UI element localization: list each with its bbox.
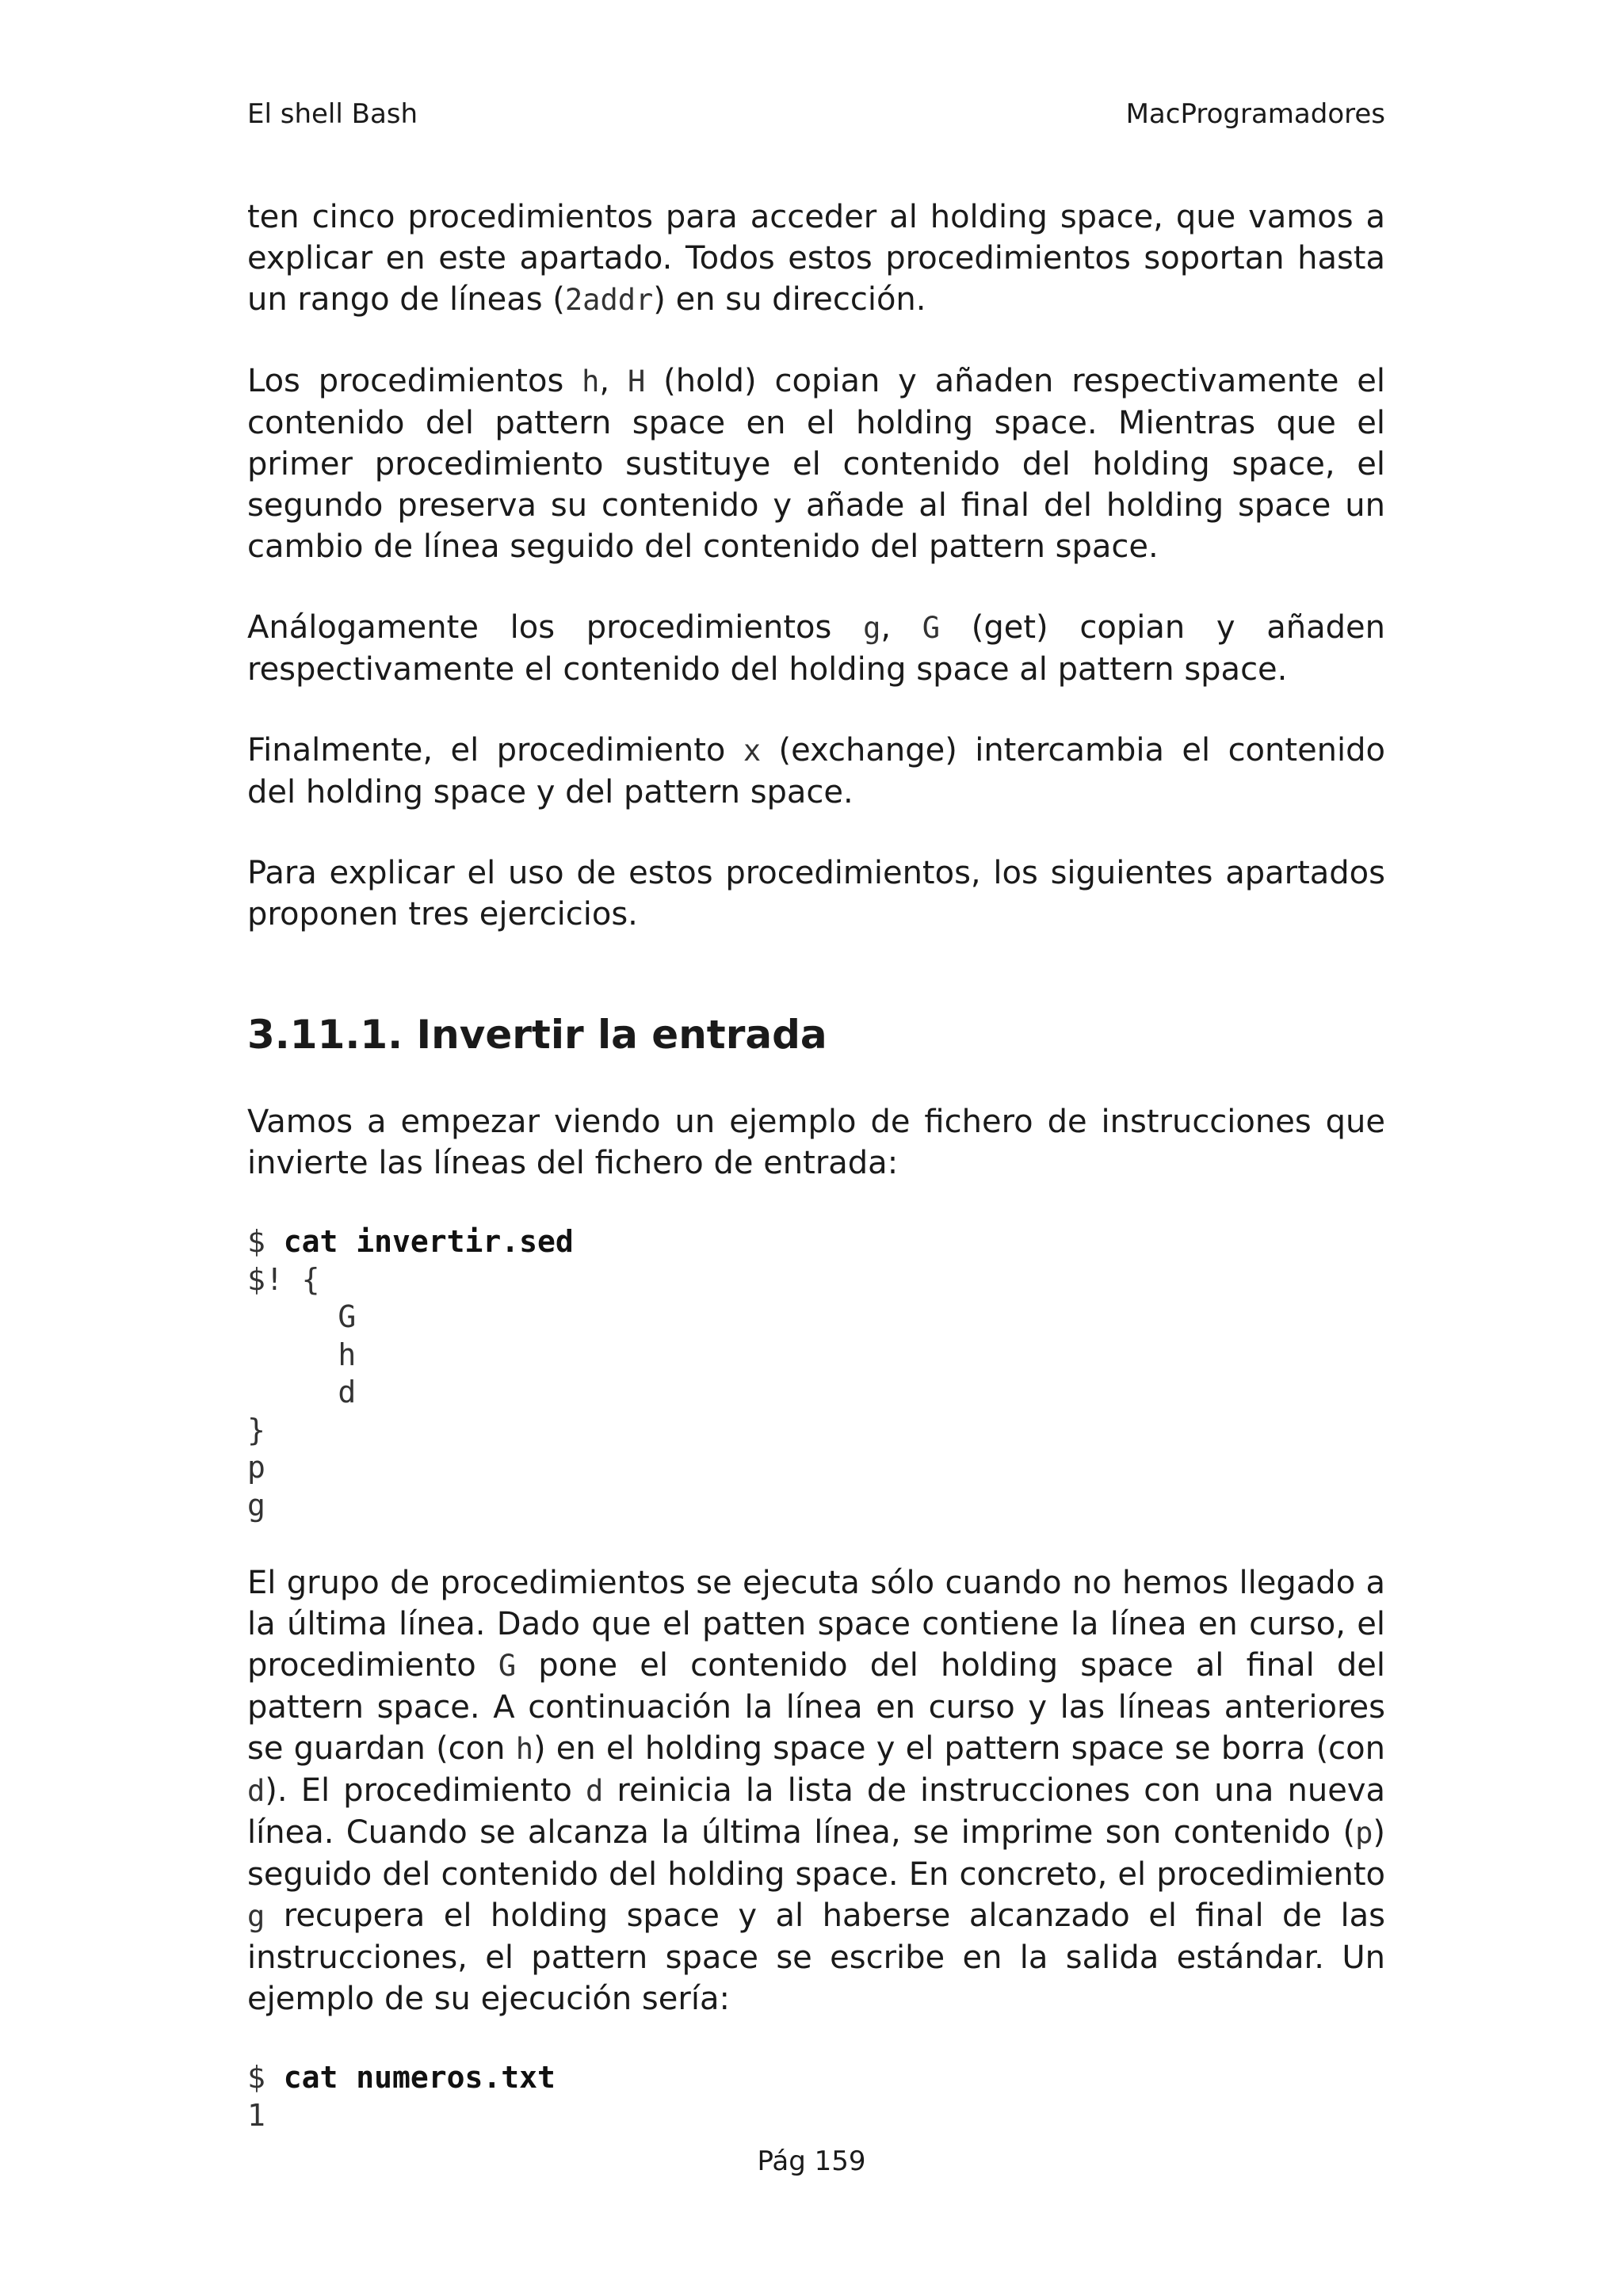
text: pone el contenido del holding space al final del pattern space. A continuación la línea en curso y las líneas anteriores se guardan (con — [247, 1647, 1385, 1767]
paragraph-hold — [247, 360, 1385, 567]
code-inline: p — [1355, 1816, 1373, 1850]
text: Para explicar el uso de estos procedimientos, los siguientes apartados proponen tres ejercicios. — [247, 855, 1385, 933]
code-inline: d — [247, 1774, 265, 1808]
code-inline: h — [515, 1732, 533, 1766]
paragraph-example-intro — [247, 1101, 1385, 1184]
code-block-invertir — [247, 1223, 1385, 1524]
text: ). El procedimiento — [265, 1772, 586, 1809]
code-block-numeros — [247, 2059, 1385, 2134]
paragraph-get — [247, 607, 1385, 690]
text: ten cinco procedimientos para acceder al holding space, que vamos a explicar en este apartado. Todos estos procedimientos soportan hasta un rango de líneas ( — [247, 199, 1385, 318]
text: ) en su dirección. — [653, 281, 926, 318]
header-left-title: El shell Bash — [247, 98, 418, 130]
code-prompt: $ — [247, 2060, 284, 2095]
code-inline: 2addr — [564, 283, 654, 317]
code-prompt: $ — [247, 1224, 284, 1259]
text: reinicia la lista de instrucciones con una nueva línea. Cuando se alcanza la última línea, se imprime son contenido ( — [247, 1772, 1385, 1851]
code-lines: $! { G h d } p g — [247, 1261, 357, 1523]
code-inline: G — [922, 611, 941, 645]
code-inline: g — [247, 1899, 265, 1933]
header-right-title: MacProgramadores — [1125, 98, 1385, 130]
text: recupera el holding space y al haberse alcanzado el final de las instrucciones, el pattern space se escribe en la salida estándar. Un ejemplo de su ejecución sería: — [247, 1897, 1385, 2017]
paragraph-holding-intro — [247, 196, 1385, 321]
text: , — [880, 609, 922, 646]
text: (get) copian y añaden respectivamente el contenido del holding space al pattern space. — [247, 609, 1385, 688]
text: (exchange) intercambia el contenido del holding space y del pattern space. — [247, 732, 1386, 810]
text: ) en el holding space y el pattern space se borra (con — [533, 1730, 1385, 1767]
text: Análogamente los procedimientos — [247, 609, 864, 646]
text: ) seguido del contenido del holding space. En concreto, el procedimiento — [247, 1814, 1385, 1893]
paragraph-explanation — [247, 1562, 1385, 2019]
code-command: cat invertir.sed — [283, 1224, 574, 1259]
text: , — [599, 363, 628, 399]
code-inline: x — [743, 734, 762, 768]
paragraph-exchange — [247, 730, 1385, 813]
text: Finalmente, el procedimiento — [247, 732, 743, 769]
code-inline: H — [627, 364, 646, 399]
text: Los procedimientos — [247, 363, 582, 399]
code-inline: h — [582, 364, 600, 399]
page-number: Pág 159 — [757, 2145, 866, 2177]
text: Vamos a empezar viendo un ejemplo de fichero de instrucciones que invierte las líneas del fichero de entrada: — [247, 1104, 1385, 1181]
page-header — [247, 98, 1385, 138]
code-command: cat numeros.txt — [283, 2060, 556, 2095]
text: (hold) copian y añaden respectivamente el contenido del pattern space en el holding space. Mientras que el primer procedimiento sustituye el contenido del holding space, el segundo preserva su contenido y añade al final del holding space un cambio de línea seguido del contenido del pattern space. — [247, 363, 1385, 565]
code-lines: 1 — [247, 2097, 265, 2133]
text: El grupo de procedimientos se ejecuta sólo cuando no hemos llegado a la última línea. Dado que el patten space contiene la línea en curso, el procedimiento — [247, 1565, 1385, 1684]
code-inline: d — [586, 1774, 604, 1808]
code-inline: g — [863, 611, 881, 645]
page-content — [247, 196, 1385, 2172]
section-heading: 3.11.1. Invertir la entrada — [247, 1012, 827, 1058]
code-inline: G — [498, 1649, 517, 1683]
paragraph-exercises — [247, 852, 1385, 935]
